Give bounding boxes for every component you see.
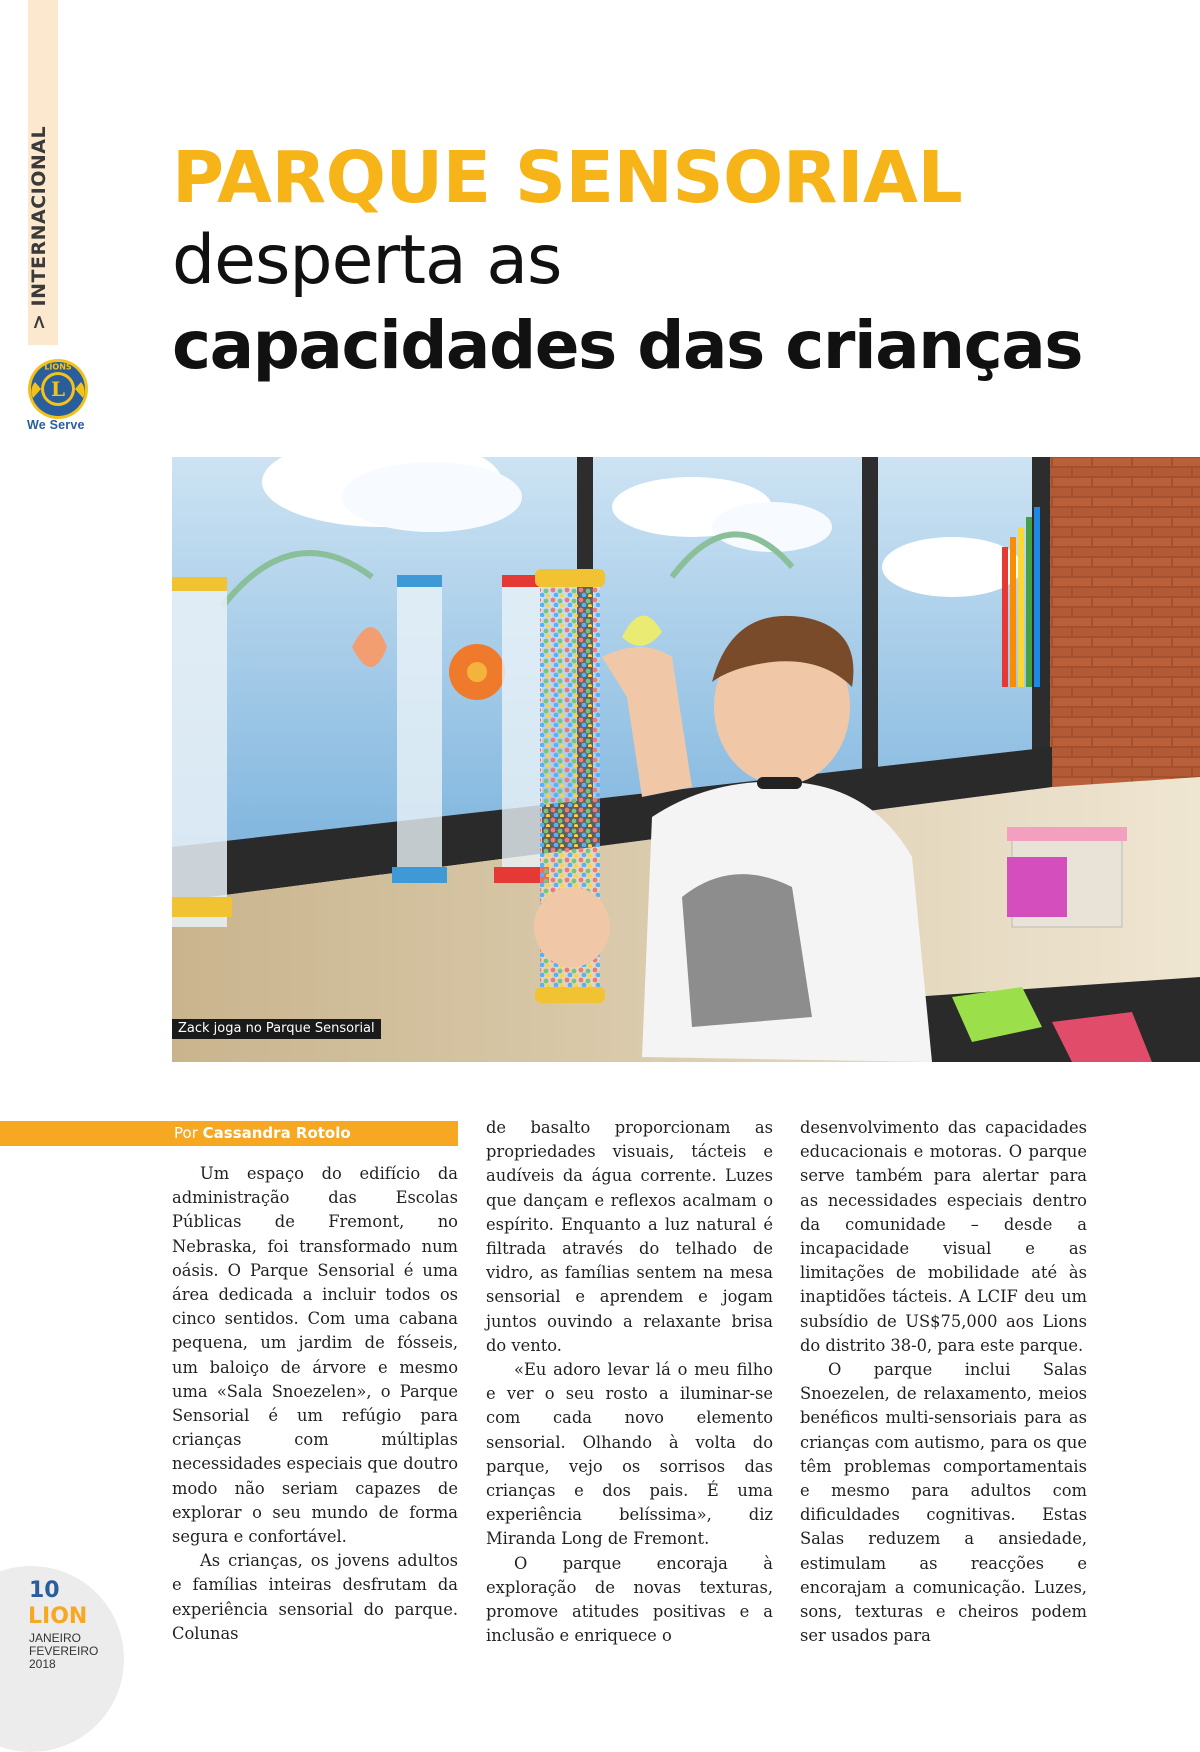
headline-line-3: capacidades das crianças: [172, 307, 1083, 384]
section-label-text: > INTERNACIONAL: [28, 125, 50, 330]
article-paragraph: O parque inclui Salas Snoezelen, de relaxamento, meios benéficos multi-sensoriais para as crianças com autismo, para os que têm problemas comportamentais e mesmo para adultos com dificuldades cognitivas. Estas Salas reduzem a ansiedade, estimulam as reacções e encorajam a comunicação. Luzes, sons, texturas e cheiros podem ser usados para: [800, 1360, 1087, 1646]
article-photo: [172, 457, 1200, 1062]
svg-text:L: L: [50, 377, 66, 401]
article-paragraph: Um espaço do edifício da administração das Escolas Públicas de Fremont, no Nebraska, foi transformado num oásis. O Parque Sensorial é uma área dedicada a incluir todos os cinco sentidos. Com uma cabana pequena, um jardim de fósseis, um baloiço de árvore e mesmo uma «Sala Snoezelen», o Parque Sensorial é um refúgio para crianças com múltiplas necessidades especiais que doutro modo não seriam capazes de explorar o seu mundo de forma segura e confortável.: [172, 1164, 458, 1547]
article-paragraph: desenvolvimento das capacidades educacionais e motoras. O parque serve também para alertar para as necessidades especiais dentro da comunidade – desde a incapacidade visual e as limitações de mobilidade até às inaptidões tácteis. A LCIF deu um subsídio de US$75,000 aos Lions do distrito 38-0, para este parque.: [800, 1118, 1087, 1355]
article-paragraph: O parque encoraja à exploração de novas texturas, promove atitudes positivas e a inclusão e enriquece o: [486, 1553, 773, 1646]
article-column-2: [486, 1116, 773, 1648]
article-paragraph: As crianças, os jovens adultos e famílias inteiras desfrutam da experiência sensorial do parque. Colunas: [172, 1551, 458, 1643]
headline-line-2: desperta as: [172, 221, 562, 300]
issue-date: [29, 1632, 98, 1671]
issue-month-2: FEVEREIRO: [29, 1644, 99, 1658]
article-paragraph: «Eu adoro levar lá o meu filho e ver o seu rosto a iluminar-se com cada novo elemento sensorial. Olhando à volta do parque, vejo os sorrisos das crianças e dos pais. É uma experiência belíssima», diz Miranda Long de Fremont.: [486, 1360, 773, 1549]
lions-club-emblem-icon: [27, 358, 89, 420]
photo-caption: Zack joga no Parque Sensorial: [172, 1019, 381, 1039]
article-paragraph: de basalto proporcionam as propriedades visuais, tácteis e audíveis da água corrente. Luzes que dançam e reflexos acalmam o espírito. Enquanto a luz natural é filtrada através do telhado de vidro, as famílias sentem na mesa sensorial e aprendem e jogam juntos ouvindo a relaxante brisa do vento.: [486, 1118, 773, 1355]
headline-line-1: PARQUE SENSORIAL: [172, 136, 963, 219]
article-column-3: [800, 1116, 1087, 1648]
article-column-1: [172, 1162, 458, 1646]
issue-month-1: JANEIRO: [29, 1631, 82, 1645]
svg-text:LIONS: LIONS: [44, 362, 72, 372]
page-number: 10: [29, 1578, 60, 1603]
byline-author: Cassandra Rotolo: [202, 1124, 351, 1142]
tagline: We Serve: [27, 418, 85, 432]
byline: [174, 1124, 351, 1142]
issue-year: 2018: [29, 1657, 56, 1671]
byline-prefix: Por: [174, 1124, 198, 1142]
magazine-name: LION: [28, 1604, 88, 1629]
headline: [172, 137, 1172, 389]
